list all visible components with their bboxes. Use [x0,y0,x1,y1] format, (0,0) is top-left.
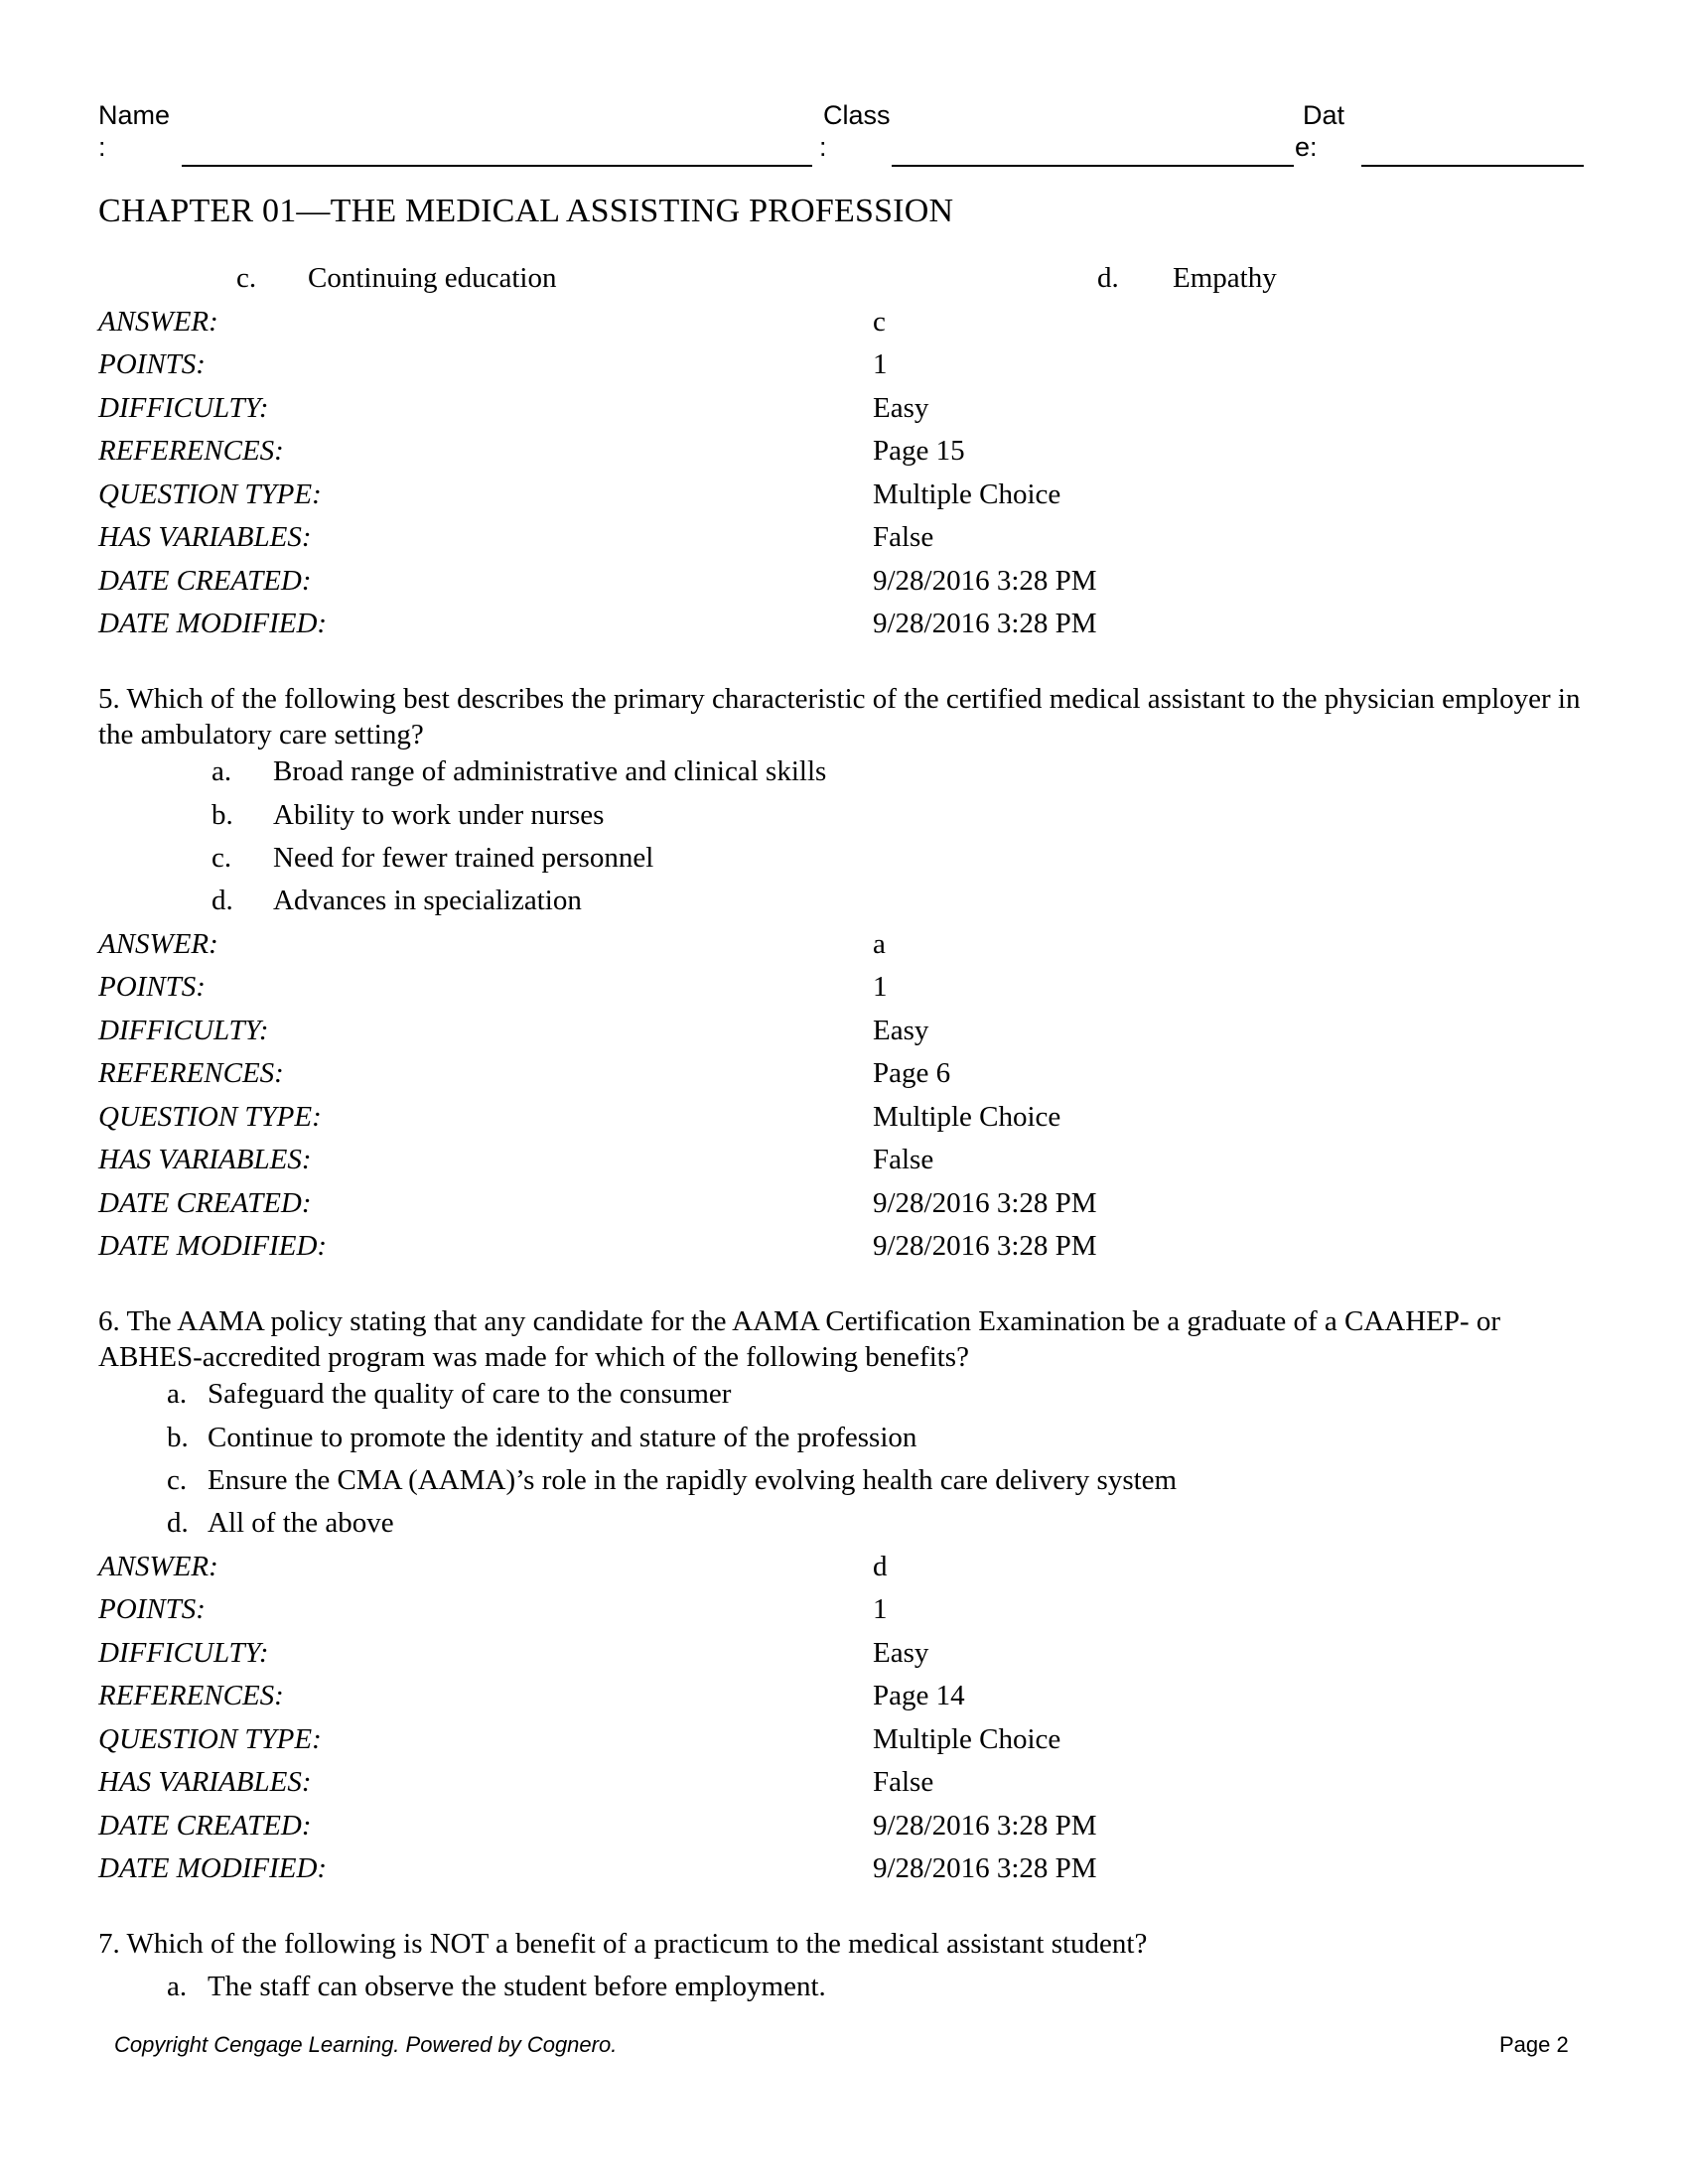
date-modified-label: DATE MODIFIED: [98,1230,328,1262]
has-variables-value: False [873,521,934,553]
points-value: 1 [873,348,888,380]
question-type-value: Multiple Choice [873,1723,1061,1755]
date-created-label: DATE CREATED: [98,565,312,597]
has-variables-value: False [873,1766,934,1798]
question-type-label: QUESTION TYPE: [98,478,322,510]
points-label: POINTS: [98,971,206,1003]
class-colon: : [819,132,827,162]
date-label-bottom: e: [1295,132,1318,162]
date-modified-label: DATE MODIFIED: [98,1852,328,1884]
difficulty-value: Easy [873,1637,929,1669]
difficulty-value: Easy [873,1015,929,1046]
date-modified-label: DATE MODIFIED: [98,608,328,639]
option-letter: a. [211,755,232,787]
option-text: The staff can observe the student before employment. [208,1971,826,2002]
question-5-text: 5. Which of the following best describes the primary characteristic of the certified medical assistant to the physician employer in the ambulatory care setting? [98,683,1581,751]
points-value: 1 [873,971,888,1003]
question-type-label: QUESTION TYPE: [98,1723,322,1755]
option-letter: c. [236,262,257,294]
references-label: REFERENCES: [98,435,284,467]
option-letter: a. [167,1971,188,2002]
name-field-line [182,165,812,167]
date-modified-value: 9/28/2016 3:28 PM [873,1230,1097,1262]
has-variables-label: HAS VARIABLES: [98,1766,312,1798]
chapter-title: CHAPTER 01—THE MEDICAL ASSISTING PROFESSION [98,193,954,229]
references-value: Page 6 [873,1057,951,1089]
answer-label: ANSWER: [98,1551,218,1582]
date-created-value: 9/28/2016 3:28 PM [873,1810,1097,1842]
option-text: Advances in specialization [273,885,582,916]
date-field-line [1361,165,1584,167]
references-value: Page 14 [873,1680,965,1711]
points-value: 1 [873,1593,888,1625]
date-created-value: 9/28/2016 3:28 PM [873,565,1097,597]
class-label: Class [823,100,891,130]
difficulty-label: DIFFICULTY: [98,1015,269,1046]
has-variables-label: HAS VARIABLES: [98,1144,312,1175]
difficulty-value: Easy [873,392,929,424]
option-letter: c. [167,1464,188,1496]
answer-value: a [873,928,886,960]
question-7-text: 7. Which of the following is NOT a benefit of a practicum to the medical assistant student? [98,1928,1148,1960]
page-number: Page 2 [1499,2032,1569,2057]
question-type-label: QUESTION TYPE: [98,1101,322,1133]
option-letter: d. [211,885,233,916]
question-type-value: Multiple Choice [873,478,1061,510]
option-text: Continue to promote the identity and stature of the profession [208,1422,917,1453]
references-label: REFERENCES: [98,1680,284,1711]
option-letter: a. [167,1378,188,1410]
option-text: Safeguard the quality of care to the consumer [208,1378,732,1410]
date-modified-value: 9/28/2016 3:28 PM [873,1852,1097,1884]
answer-value: d [873,1551,888,1582]
answer-value: c [873,306,886,338]
option-text: Need for fewer trained personnel [273,842,654,874]
name-label: Name [98,100,171,130]
option-text: Ability to work under nurses [273,799,605,831]
references-value: Page 15 [873,435,965,467]
option-text: Continuing education [308,262,557,294]
footer-copyright: Copyright Cengage Learning. Powered by Cognero. [114,2032,618,2057]
option-letter: d. [1097,262,1119,294]
answer-label: ANSWER: [98,928,218,960]
date-modified-value: 9/28/2016 3:28 PM [873,608,1097,639]
class-field-line [892,165,1294,167]
difficulty-label: DIFFICULTY: [98,1637,269,1669]
date-created-label: DATE CREATED: [98,1810,312,1842]
name-colon: : [98,132,106,162]
difficulty-label: DIFFICULTY: [98,392,269,424]
has-variables-value: False [873,1144,934,1175]
answer-label: ANSWER: [98,306,218,338]
option-text: Ensure the CMA (AAMA)’s role in the rapidly evolving health care delivery system [208,1464,1178,1496]
option-letter: d. [167,1507,189,1539]
points-label: POINTS: [98,348,206,380]
question-type-value: Multiple Choice [873,1101,1061,1133]
option-text: Broad range of administrative and clinical skills [273,755,827,787]
option-letter: b. [167,1422,189,1453]
option-letter: b. [211,799,233,831]
question-6-text: 6. The AAMA policy stating that any candidate for the AAMA Certification Examination be a graduate of a CAAHEP- or ABHES-accredited program was made for which of the following benefits? [98,1305,1501,1373]
date-created-label: DATE CREATED: [98,1187,312,1219]
references-label: REFERENCES: [98,1057,284,1089]
points-label: POINTS: [98,1593,206,1625]
option-text: All of the above [208,1507,394,1539]
option-text: Empathy [1173,262,1277,294]
has-variables-label: HAS VARIABLES: [98,521,312,553]
date-label-top: Dat [1303,100,1345,130]
date-created-value: 9/28/2016 3:28 PM [873,1187,1097,1219]
option-letter: c. [211,842,232,874]
